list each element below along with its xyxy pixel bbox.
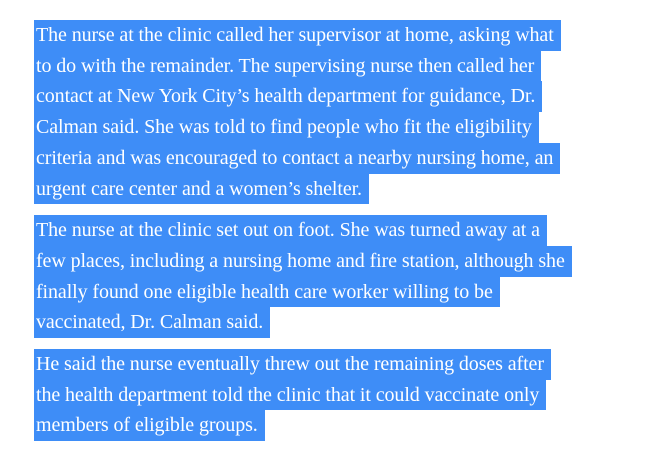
selected-text-line: criteria and was encouraged to contact a nearby nursing home, an — [34, 143, 560, 174]
selected-text-line: The nurse at the clinic set out on foot. She was turned away at a — [34, 215, 547, 246]
selected-text-line: He said the nurse eventually threw out the remaining doses after — [34, 349, 551, 380]
selected-text-line: urgent care center and a women’s shelter. — [34, 174, 369, 205]
selected-text-line: vaccinated, Dr. Calman said. — [34, 307, 270, 338]
selected-text-line: finally found one eligible health care worker willing to be — [34, 277, 500, 308]
paragraph-2 — [34, 215, 572, 338]
selected-text-line: to do with the remainder. The supervising nurse then called her — [34, 51, 541, 82]
selected-text-line: few places, including a nursing home and fire station, although she — [34, 246, 572, 277]
paragraph-3 — [34, 349, 572, 441]
selected-text-line: Calman said. She was told to find people who fit the eligibility — [34, 112, 539, 143]
selected-text-line: members of eligible groups. — [34, 410, 265, 441]
paragraph-1 — [34, 20, 572, 204]
selected-text-line: The nurse at the clinic called her supervisor at home, asking what — [34, 20, 561, 51]
selected-article-text — [34, 20, 572, 452]
selected-text-line: contact at New York City’s health department for guidance, Dr. — [34, 81, 542, 112]
selected-text-line: the health department told the clinic that it could vaccinate only — [34, 380, 546, 411]
